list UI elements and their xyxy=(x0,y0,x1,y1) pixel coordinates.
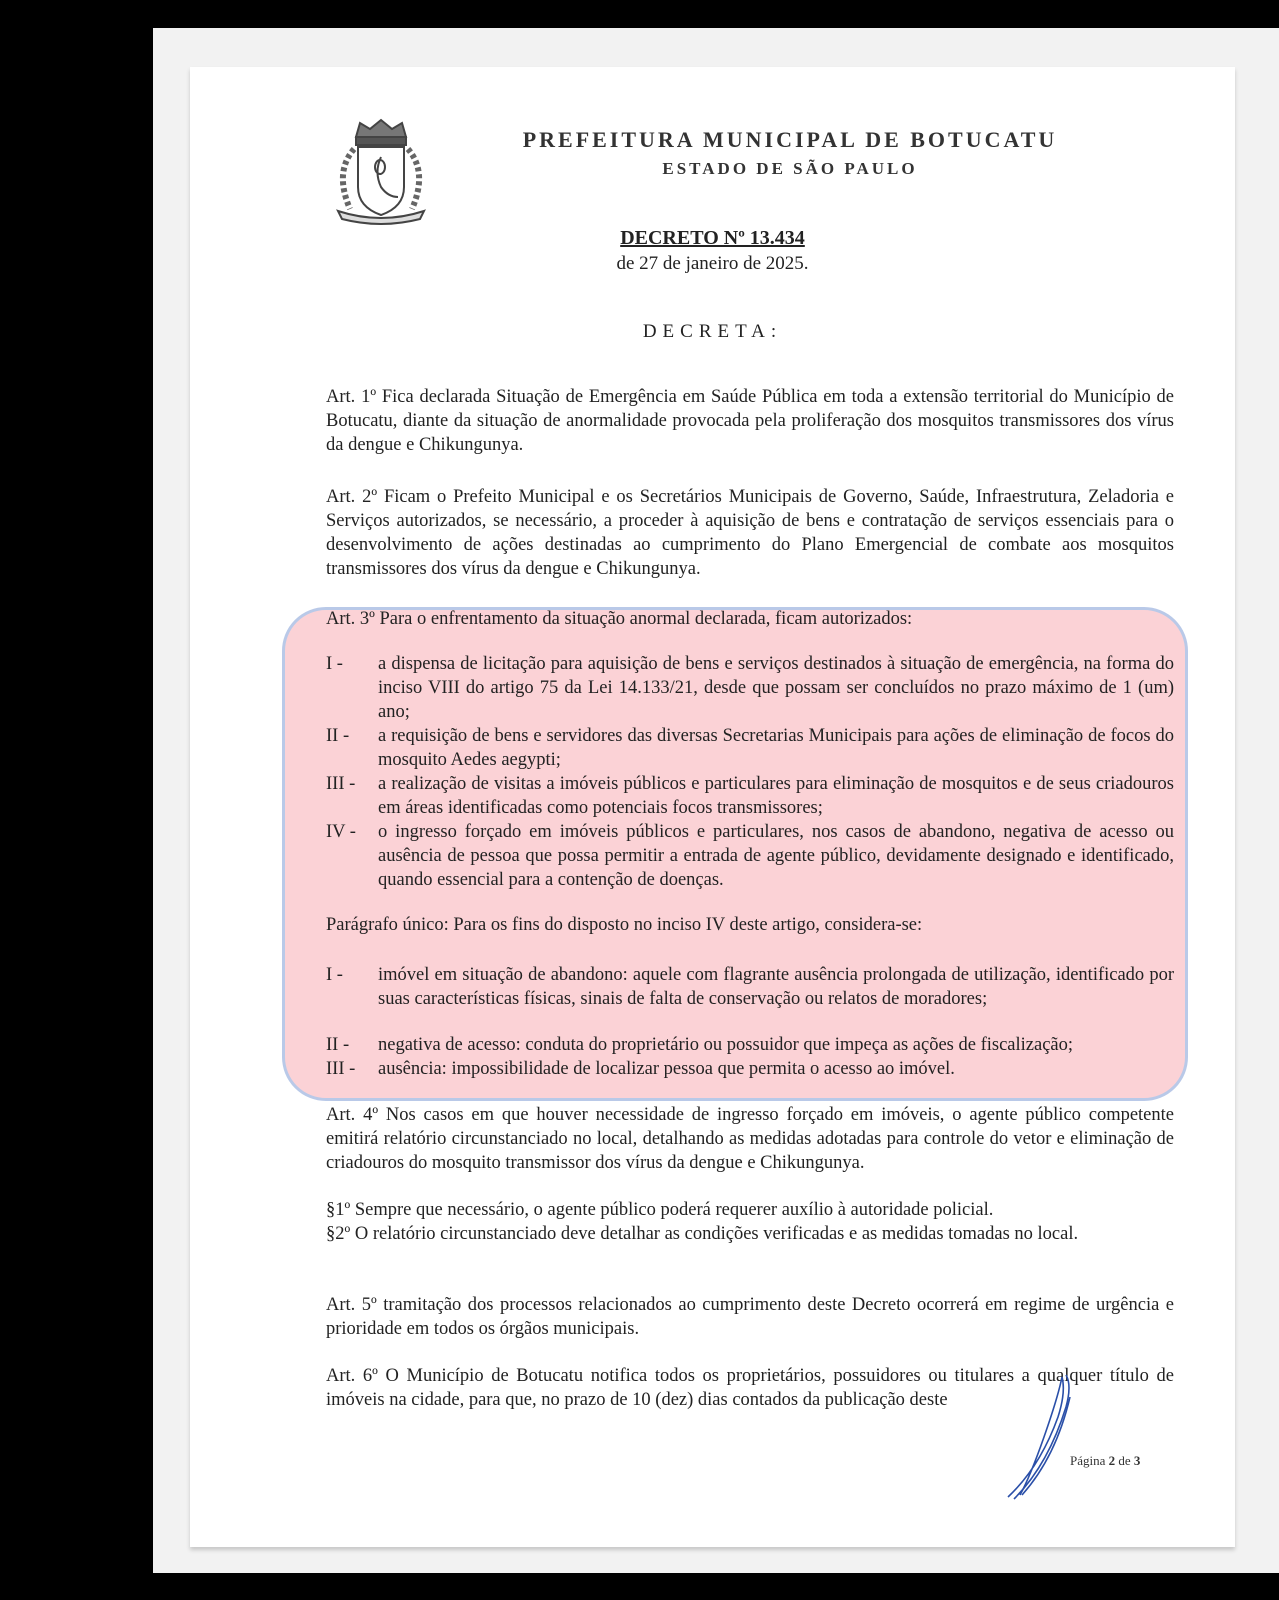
article-1: Art. 1º Fica declarada Situação de Emergência em Saúde Pública em toda a extensão territorial do Município de Botucatu, diante da situação de anormalidade provocada pela proliferação dos mosquitos transmissores dos vírus da dengue e Chikungunya. xyxy=(326,387,1174,455)
article-3-item xyxy=(326,652,1174,724)
government-subtitle: ESTADO DE SÃO PAULO xyxy=(662,159,918,178)
decree-date: de 27 de janeiro de 2025. xyxy=(616,253,809,274)
item-text: imóvel em situação de abandono: aquele com flagrante ausência prolongada de utilização, identificado por suas características físicas, sinais de falta de conservação ou relatos de moradores; xyxy=(378,965,1174,1009)
item-number: I - xyxy=(326,654,343,674)
document-page xyxy=(190,67,1235,1547)
government-title: PREFEITURA MUNICIPAL DE BOTUCATU xyxy=(522,127,1058,152)
item-number: II - xyxy=(326,1035,350,1055)
article-3-item xyxy=(326,772,1174,820)
paragraph-item xyxy=(326,963,1174,1011)
item-text: o ingresso forçado em imóveis públicos e particulares, nos casos de abandono, negativa de acesso ou ausência de pessoa que possa permitir a entrada de agente público, devidamente designado e identificado, quando essencial para a contenção de doenças. xyxy=(378,822,1174,890)
decree-number: DECRETO Nº 13.434 xyxy=(620,227,805,249)
page-separator: de xyxy=(1118,1453,1131,1468)
page-current: 2 xyxy=(1108,1453,1116,1468)
signature-icon xyxy=(1000,1337,1120,1507)
paragraph-item xyxy=(326,1057,1174,1081)
item-number: III - xyxy=(326,1059,356,1079)
page-number xyxy=(1070,1453,1140,1469)
article-4: Art. 4º Nos casos em que houver necessidade de ingresso forçado em imóveis, o agente público competente emitirá relatório circunstanciado no local, detalhando as medidas adotadas para controle do vetor e eliminação de criadouros do mosquito transmissor dos vírus da dengue e Chikungunya. xyxy=(326,1105,1174,1173)
decreta-heading: DECRETA: xyxy=(642,321,783,342)
article-3-item xyxy=(326,724,1174,772)
item-number: III - xyxy=(326,774,356,794)
article-4-section-1: §1º Sempre que necessário, o agente público poderá requerer auxílio à autoridade policial. xyxy=(326,1200,994,1220)
paragraph-item xyxy=(326,1033,1174,1057)
item-text: a dispensa de licitação para aquisição de bens e serviços destinados à situação de emergência, na forma do inciso VIII do artigo 75 da Lei 14.133/21, desde que possam ser concluídos no prazo máximo de 1 (um) ano; xyxy=(378,654,1174,722)
item-text: ausência: impossibilidade de localizar pessoa que permita o acesso ao imóvel. xyxy=(378,1059,955,1079)
article-3-paragraph: Parágrafo único: Para os fins do disposto no inciso IV deste artigo, considera-se: xyxy=(326,915,923,935)
article-2: Art. 2º Ficam o Prefeito Municipal e os Secretários Municipais de Governo, Saúde, Infraestrutura, Zeladoria e Serviços autorizados, se necessário, a proceder à aquisição de bens e contratação de serviços essenciais para o desenvolvimento de ações destinadas ao cumprimento do Plano Emergencial de combate aos mosquitos transmissores dos vírus da dengue e Chikungunya. xyxy=(326,487,1174,579)
page-total: 3 xyxy=(1133,1453,1141,1468)
article-5: Art. 5º tramitação dos processos relacionados ao cumprimento deste Decreto ocorrerá em regime de urgência e prioridade em todos os órgãos municipais. xyxy=(326,1295,1174,1339)
coat-of-arms-icon xyxy=(320,117,442,225)
item-number: IV - xyxy=(326,822,356,842)
item-number: II - xyxy=(326,726,350,746)
article-6: Art. 6º O Município de Botucatu notifica todos os proprietários, possuidores ou titulares a qualquer título de imóveis na cidade, para que, no prazo de 10 (dez) dias contados da publicação deste xyxy=(326,1366,1174,1410)
article-4-section-2: §2º O relatório circunstanciado deve detalhar as condições verificadas e as medidas tomadas no local. xyxy=(326,1224,1079,1244)
item-text: a realização de visitas a imóveis públicos e particulares para eliminação de mosquitos e de seus criadouros em áreas identificadas como potenciais focos transmissores; xyxy=(378,774,1174,818)
item-number: I - xyxy=(326,965,343,985)
page-label: Página xyxy=(1070,1453,1106,1468)
item-text: negativa de acesso: conduta do proprietário ou possuidor que impeça as ações de fiscalização; xyxy=(378,1035,1074,1055)
article-3-item xyxy=(326,820,1174,892)
item-text: a requisição de bens e servidores das diversas Secretarias Municipais para ações de eliminação de focos do mosquito Aedes aegypti; xyxy=(378,726,1174,770)
article-3-intro: Art. 3º Para o enfrentamento da situação anormal declarada, ficam autorizados: xyxy=(326,609,913,629)
